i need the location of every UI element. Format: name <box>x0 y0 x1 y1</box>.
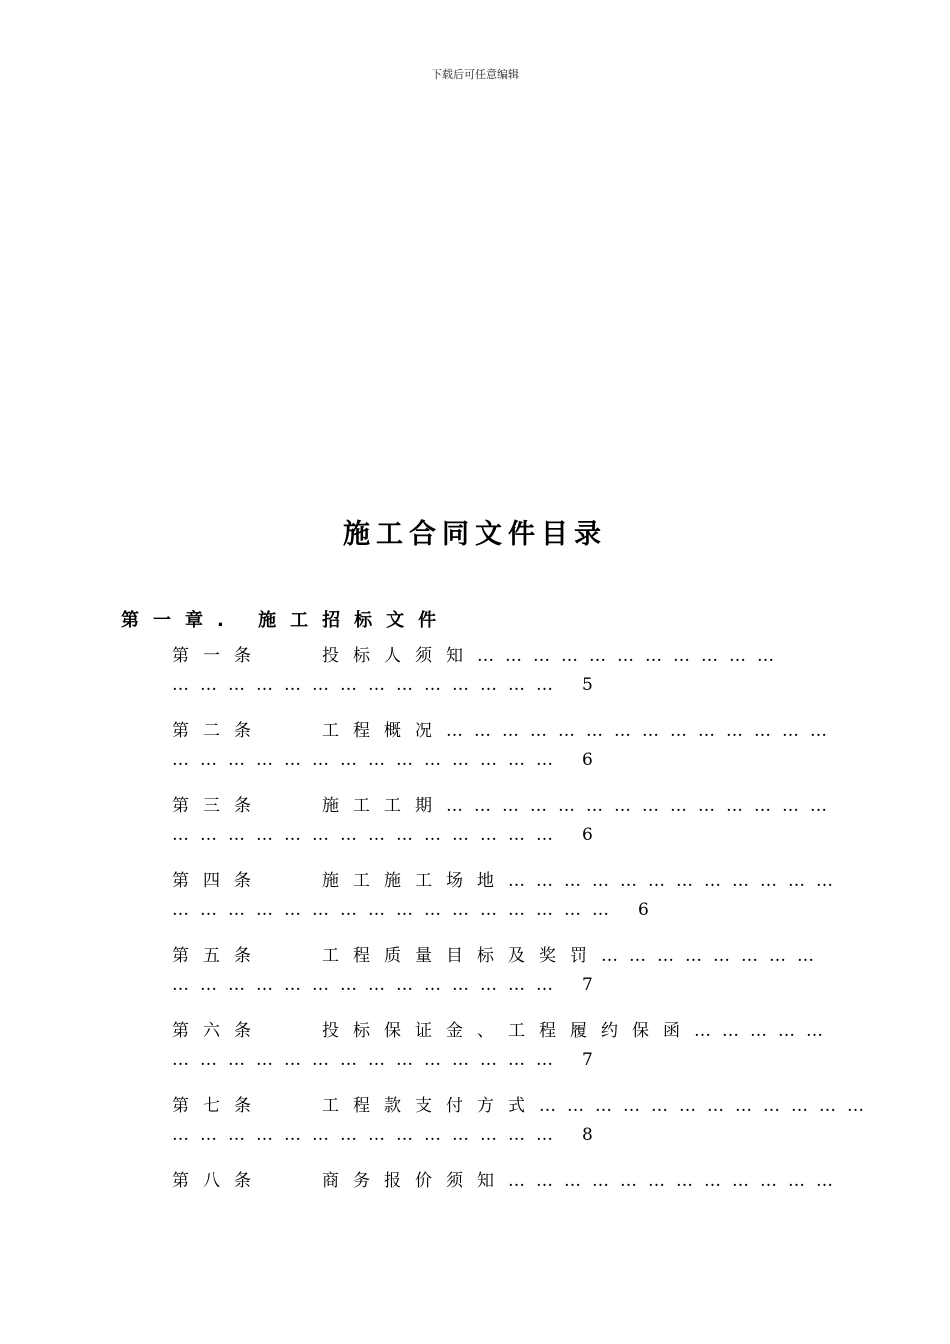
document-title: 施工合同文件目录 <box>343 519 607 550</box>
toc-leader: …………… <box>694 1021 834 1041</box>
toc-leader: …………………………………… <box>172 975 564 995</box>
toc-entry-number: 第一条 <box>172 646 265 666</box>
toc-leader: ………………………………………… <box>172 900 620 920</box>
toc-page-number: 6 <box>582 825 593 845</box>
toc-entry-number: 第二条 <box>172 721 265 741</box>
toc-leader: …………………… <box>601 946 825 966</box>
toc-leader: ……………………………… <box>539 1096 875 1116</box>
table-of-contents <box>172 637 875 1237</box>
toc-entry-number: 第八条 <box>172 1171 265 1191</box>
toc-leader: …………………………………… <box>172 750 564 770</box>
toc-page-number: 6 <box>582 750 593 770</box>
header-note: 下载后可任意编辑 <box>431 68 519 81</box>
toc-page-number: 5 <box>582 675 593 695</box>
toc-entry-title: 工程款支付方式 <box>322 1096 539 1116</box>
toc-entry-title: 商务报价须知 <box>322 1171 508 1191</box>
toc-page-number: 7 <box>582 975 593 995</box>
toc-leader: …………………………………… <box>446 721 838 741</box>
toc-entry-title: 施工工期 <box>322 796 446 816</box>
toc-entry-number: 第七条 <box>172 1096 265 1116</box>
toc-entry-title: 投标人须知 <box>322 646 477 666</box>
toc-leader: …………………………………… <box>446 796 838 816</box>
toc-entry-title: 工程概况 <box>322 721 446 741</box>
toc-entry-number: 第六条 <box>172 1021 265 1041</box>
toc-page-number: 7 <box>582 1050 593 1070</box>
toc-leader: …………………………………… <box>172 1125 564 1145</box>
toc-leader: …………………………………… <box>172 675 564 695</box>
toc-entry-4[interactable] <box>172 862 844 937</box>
toc-entry-title: 工程质量目标及奖罚 <box>322 946 601 966</box>
toc-page-number: 6 <box>638 900 649 920</box>
toc-entry-8[interactable] <box>172 1162 844 1237</box>
toc-leader: ……………………………… <box>508 1171 844 1191</box>
chapter-heading: 第一章. 施工招标文件 <box>121 610 451 631</box>
toc-entry-number: 第三条 <box>172 796 265 816</box>
toc-entry-6[interactable] <box>172 1012 834 1087</box>
toc-entry-title: 投标保证金、工程履约保函 <box>322 1021 694 1041</box>
toc-entry-2[interactable] <box>172 712 838 787</box>
toc-entry-3[interactable] <box>172 787 838 862</box>
toc-entry-1[interactable] <box>172 637 812 712</box>
toc-entry-title: 施工施工场地 <box>322 871 508 891</box>
toc-entry-number: 第五条 <box>172 946 265 966</box>
toc-entry-7[interactable] <box>172 1087 875 1162</box>
toc-page-number: 8 <box>582 1125 593 1145</box>
toc-entry-5[interactable] <box>172 937 825 1012</box>
toc-entry-number: 第四条 <box>172 871 265 891</box>
toc-leader: …………………………………… <box>172 825 564 845</box>
toc-leader: …………………………… <box>477 646 785 666</box>
toc-leader: ……………………………… <box>508 871 844 891</box>
toc-leader: …………………………………… <box>172 1050 564 1070</box>
